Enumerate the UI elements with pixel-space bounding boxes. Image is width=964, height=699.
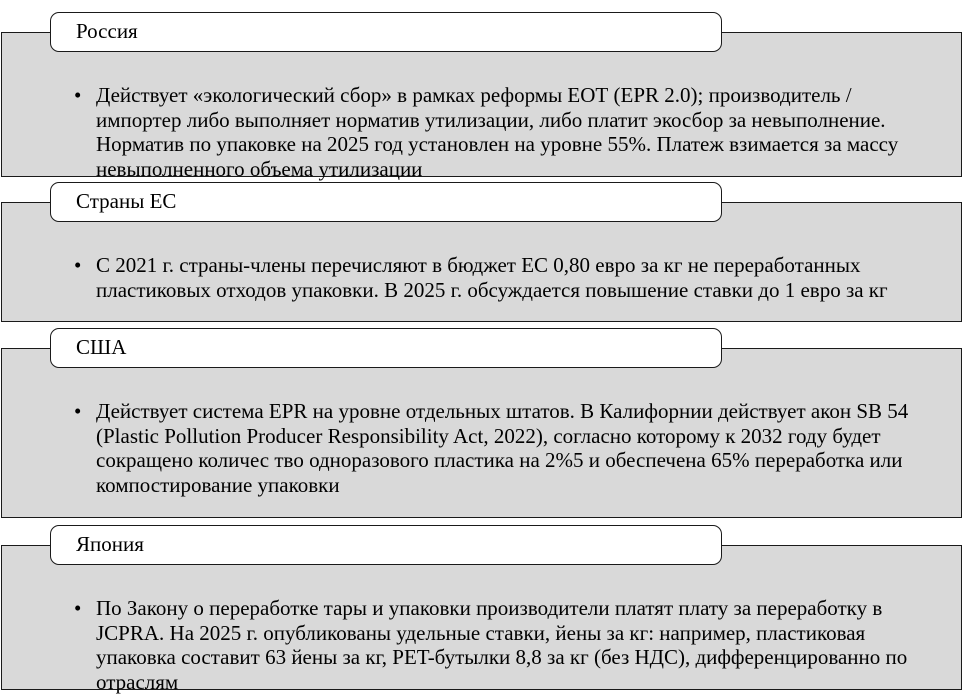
block-title: Россия <box>50 12 722 52</box>
bullet-list <box>74 83 921 181</box>
country-block-usa <box>0 328 964 518</box>
content-panel <box>1 545 962 694</box>
bullet-icon: • <box>74 399 82 423</box>
bullet-icon: • <box>74 253 82 277</box>
block-title: США <box>50 328 722 368</box>
bullet-list <box>74 399 921 497</box>
content-panel <box>1 348 962 518</box>
content-panel <box>1 32 962 181</box>
list-item <box>74 253 921 302</box>
country-block-russia <box>0 12 964 181</box>
bullet-list <box>74 253 921 302</box>
bullet-list <box>74 596 921 694</box>
country-block-japan <box>0 525 964 694</box>
bullet-icon: • <box>74 83 82 107</box>
list-item <box>74 83 921 181</box>
list-item <box>74 399 921 497</box>
item-text: По Закону о переработке тары и упаковки производители платят плату за переработку в JCPRA. На 2025 г. опубликованы удельные ставки, йены за кг: например, пластиковая упаковка составит 63 йены за кг, PET-бутылки 8,8 за кг (без НДС), дифференцированно по отраслям <box>96 596 908 694</box>
list-item <box>74 596 921 694</box>
bullet-icon: • <box>74 596 82 620</box>
country-block-eu <box>0 182 964 322</box>
block-title: Япония <box>50 525 722 565</box>
item-text: С 2021 г. страны-члены перечисляют в бюджет ЕС 0,80 евро за кг не переработанных пластиковых отходов упаковки. В 2025 г. обсуждается повышение ставки до 1 евро за кг <box>96 253 888 302</box>
block-title: Страны ЕС <box>50 182 722 222</box>
item-text: Действует система EPR на уровне отдельных штатов. В Калифорнии действует акон SB 54 (Plastic Pollution Producer Responsibility Act, 2022), согласно которому к 2032 году будет сокращено количес тво одноразового пластика на 2%5 и обеспечена 65% переработка или компостирование упаковки <box>96 399 909 497</box>
item-text: Действует «экологический сбор» в рамках реформы ЕОТ (EPR 2.0); производитель / импортер либо выполняет норматив утилизации, либо платит экосбор за невыполнение. Норматив по упаковке на 2025 год установлен на уровне 55%. Платеж взимается за массу невыполненного объема утилизации <box>96 83 899 181</box>
